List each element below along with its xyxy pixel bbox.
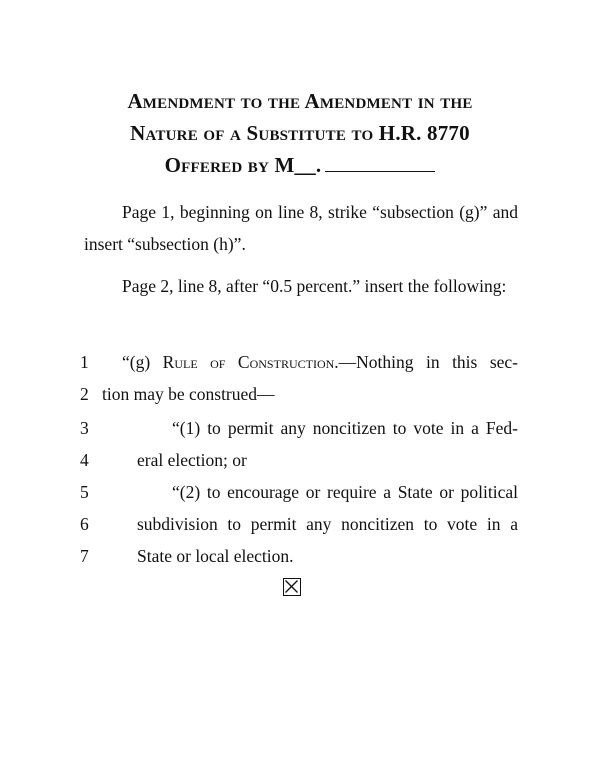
title-line-1: Amendment to the Amendment in the (127, 89, 473, 113)
title-line-2: Nature of a Substitute to H.R. 8770 (130, 121, 470, 145)
member-name-blank (325, 153, 435, 172)
line-text (122, 352, 518, 373)
line-text: State or local election. (137, 546, 294, 566)
line-number: 1 (80, 352, 89, 372)
section-heading: Rule of Construction (162, 352, 335, 372)
boxed-x-icon (283, 578, 301, 596)
line-number: 7 (80, 546, 89, 566)
instruction-paragraph-2: Page 2, line 8, after “0.5 percent.” insert the following: (122, 276, 507, 296)
offered-by: Offered by M__. (164, 153, 322, 177)
quote-open: “(g) (122, 352, 163, 372)
line-text: subdivision to permit any noncitizen to vote in a (137, 514, 518, 534)
line-number: 6 (80, 514, 89, 534)
instruction-paragraph-1: Page 1, beginning on line 8, strike “subsection (g)” and insert “subsection (h)”. (84, 202, 518, 254)
line-text: “(1) to permit any noncitizen to vote in a Fed- (172, 418, 518, 438)
line-number: 3 (80, 418, 89, 438)
line-text: “(2) to encourage or require a State or political (172, 482, 518, 502)
line-text: tion may be construed— (102, 384, 275, 404)
title-line-3 (0, 153, 600, 178)
line-number: 2 (80, 384, 89, 404)
line-text-rest: .—Nothing in this sec- (334, 352, 518, 372)
line-number: 5 (80, 482, 89, 502)
line-text: eral election; or (137, 450, 247, 470)
line-number: 4 (80, 450, 89, 470)
